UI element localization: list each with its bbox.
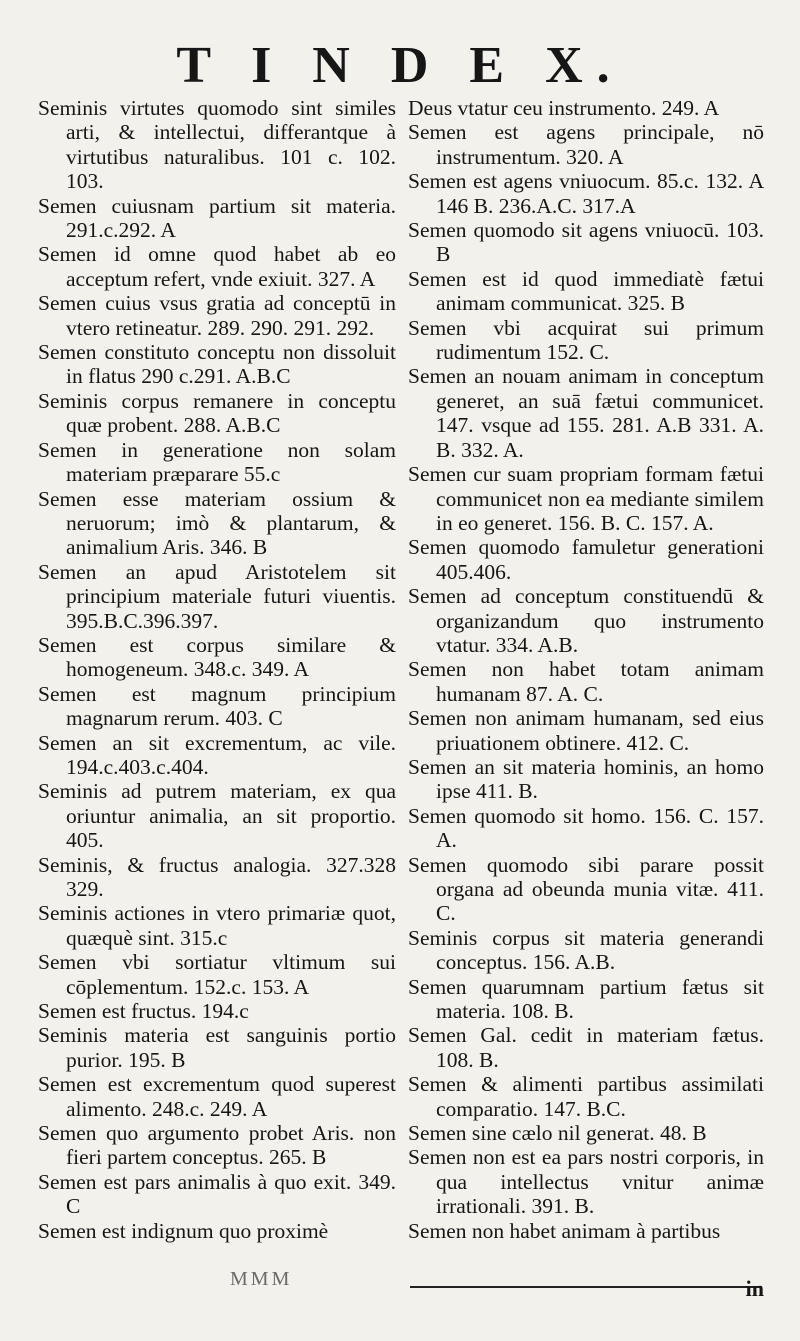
page-title: T I N D E X. [176, 37, 624, 94]
index-entry: Semen & alimenti partibus assimilati comparatio. 147. B.C. [408, 1072, 764, 1121]
index-entry: Semen id omne quod habet ab eo acceptum refert, vnde exiuit. 327. A [38, 242, 396, 291]
index-entry: Semen cuius vsus gratia ad conceptū in vtero retineatur. 289. 290. 291. 292. [38, 291, 396, 340]
index-entry: Semen constituto conceptu non dissoluit in flatus 290 c.291. A.B.C [38, 340, 396, 389]
index-entry: Semen an apud Aristotelem sit principium materiale futuri viuentis. 395.B.C.396.397. [38, 559, 396, 633]
index-entry: Semen non habet animam à partibus [408, 1218, 721, 1243]
index-entry: Semen est agens principale, nō instrumentum. 320. A [408, 120, 764, 169]
index-entry: Semen in generatione non solam materiam præparare 55.c [38, 437, 396, 487]
index-entry: Semen an nouam animam in conceptum generet, an suā fætui communicet. 147. vsque ad 155. 281. A.B 331. A. B. 332. A. [408, 364, 764, 462]
index-entry: Seminis ad putrem materiam, ex qua oriuntur animalia, an sit proportio. 405. [38, 779, 396, 853]
index-entry: Semen est fructus. 194.c [38, 999, 249, 1024]
signature-mark: MMM [230, 1268, 293, 1290]
index-entry: Semen quo argumento probet Aris. non fieri partem conceptus. 265. B [38, 1121, 396, 1170]
index-entry: Semen est pars animalis à quo exit. 349. C [38, 1169, 396, 1219]
left-column [38, 96, 396, 1243]
catchword: in [745, 1276, 764, 1301]
index-entry: Semen est magnum principium magnarum rerum. 403. C [38, 681, 396, 731]
index-entry: Semen esse materiam ossium & neruorum; imò & plantarum, & animalium Aris. 346. B [38, 486, 396, 560]
index-entry: Semen vbi acquirat sui primum rudimentum 152. C. [408, 315, 764, 365]
index-entry: Deus vtatur ceu instrumento. 249. A [408, 96, 720, 120]
index-entry: Semen quomodo sit homo. 156. C. 157. A. [408, 803, 764, 853]
index-entry: Semen an sit materia hominis, an homo ipse 411. B. [408, 754, 764, 804]
index-entry: Semen non animam humanam, sed eius priuationem obtinere. 412. C. [408, 706, 764, 755]
index-entry: Seminis corpus remanere in conceptu quæ probent. 288. A.B.C [38, 388, 396, 438]
index-entry: Semen non est ea pars nostri corporis, in qua intellectus vnitur animæ irrationali. 391. B. [408, 1145, 764, 1219]
index-entry: Semen quomodo sit agens vniuocū. 103. B [408, 218, 764, 267]
index-entry: Semen quarumnam partium fætus sit materia. 108. B. [408, 974, 764, 1024]
index-entry: Semen sine cælo nil generat. 48. B [408, 1121, 707, 1146]
index-entry: Seminis actiones in vtero primariæ quot, quæquè sint. 315.c [38, 901, 396, 950]
right-column [408, 96, 764, 1243]
index-entry: Seminis, & fructus analogia. 327.328 329. [38, 852, 396, 901]
index-entry: Semen est excrementum quod superest alimento. 248.c. 249. A [38, 1072, 396, 1121]
index-entry: Semen est corpus similare & homogeneum. 348.c. 349. A [38, 632, 396, 682]
index-entry: Semen quomodo sibi parare possit organa ad obeunda munia vitæ. 411. C. [408, 852, 764, 926]
index-entry: Seminis virtutes quomodo sint similes arti, & intellectui, differantque à virtutibus naturalibus. 101 c. 102. 103. [38, 96, 396, 194]
index-entry: Semen vbi sortiatur vltimum sui cōplementum. 152.c. 153. A [38, 950, 396, 999]
index-entry: Semen quomodo famuletur generationi 405.406. [408, 535, 764, 584]
index-entry: Semen cuiusnam partium sit materia. 291.c.292. A [38, 193, 396, 243]
index-entry: Semen est agens vniuocum. 85.c. 132. A 146 B. 236.A.C. 317.A [408, 169, 764, 218]
index-entry: Seminis materia est sanguinis portio purior. 195. B [38, 1023, 396, 1072]
index-entry: Semen cur suam propriam formam fætui communicet non ea mediante similem in eo generet. 156. B. C. 157. A. [408, 462, 764, 535]
index-entry: Semen ad conceptum constituendū & organizandum quo instrumento vtatur. 334. A.B. [408, 584, 764, 657]
index-entry: Semen est indignum quo proximè [38, 1218, 329, 1243]
index-entry: Semen non habet totam animam humanam 87. A. C. [408, 657, 764, 706]
index-entry: Seminis corpus sit materia generandi conceptus. 156. A.B. [408, 925, 764, 975]
index-entry: Semen est id quod immediatè fætui animam communicat. 325. B [408, 266, 764, 316]
index-entry: Semen an sit excrementum, ac vile. 194.c.403.c.404. [38, 730, 396, 779]
page-footer [0, 1268, 800, 1308]
index-entry: Semen Gal. cedit in materiam fætus. 108. B. [408, 1023, 764, 1072]
